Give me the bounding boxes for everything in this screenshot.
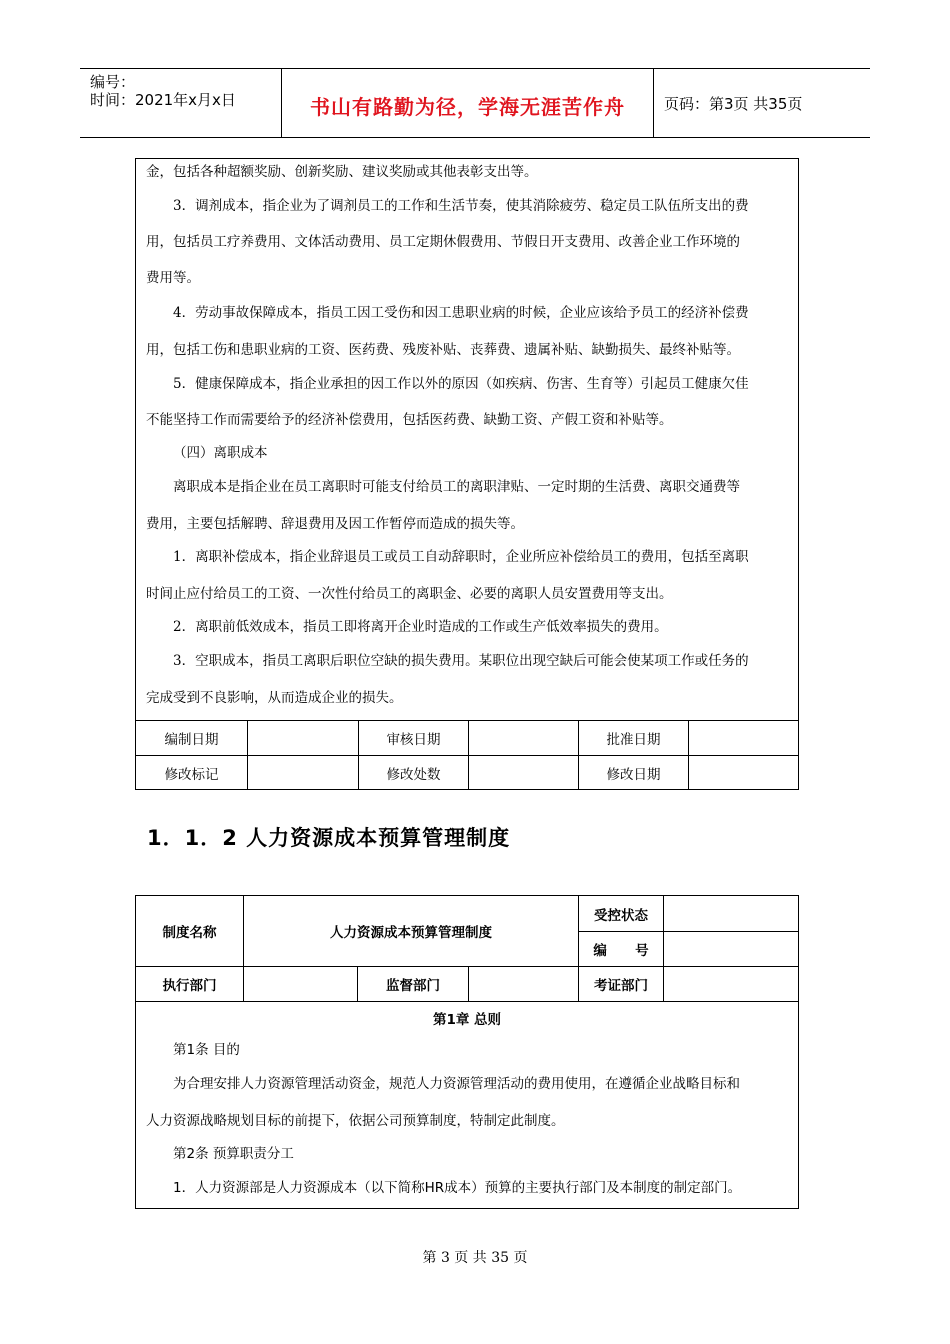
verify-dept-value: [663, 966, 798, 1001]
review-date-value: [468, 720, 578, 755]
subsection-heading: （四）离职成本: [173, 445, 268, 461]
exec-dept-value: [243, 966, 357, 1001]
revision-count-label: 修改处数: [358, 755, 468, 790]
policy-name-label: 制度名称: [162, 925, 217, 941]
section-title: 1．1．2 人力资源成本预算管理制度: [147, 826, 511, 850]
document-number-label: 编号：: [90, 73, 136, 91]
control-status-value: [663, 896, 798, 931]
revision-count-value: [468, 755, 578, 790]
policy-name-value: 人力资源成本预算管理制度: [243, 896, 578, 966]
exec-dept-label: 执行部门: [136, 966, 243, 1001]
verify-dept-label: 考证部门: [578, 966, 663, 1001]
policy-body: [136, 1001, 798, 1208]
paragraph-line: 离职成本是指企业在员工离职时可能支付给员工的离职津贴、一定时期的生活费、离职交通费等: [173, 479, 740, 495]
policy-number-value: [663, 931, 798, 966]
approval-table: [136, 720, 798, 790]
supervise-dept-label: 监督部门: [357, 966, 468, 1001]
paragraph-line: 4．劳动事故保障成本，指员工因工受伤和因工患职业病的时候，企业应该给予员工的经济补偿费: [173, 305, 749, 321]
approve-date-label: 批准日期: [578, 720, 688, 755]
paragraph-line: 用，包括工伤和患职业病的工资、医药费、残废补贴、丧葬费、遗属补贴、缺勤损失、最终补贴等。: [146, 342, 740, 358]
document-time-label: 时间：2021年x月x日: [90, 91, 236, 109]
revision-mark-label: 修改标记: [136, 755, 247, 790]
header-motto: 书山有路勤为径，学海无涯苦作舟: [282, 69, 654, 137]
page-header: [80, 68, 870, 138]
supervise-dept-value: [468, 966, 578, 1001]
chapter-heading: 第1章 总则: [432, 1012, 502, 1028]
paragraph-line: 1．人力资源部是人力资源成本（以下简称HR成本）预算的主要执行部门及本制度的制定部门。: [173, 1180, 742, 1196]
cost-content-text: [136, 159, 798, 720]
article-heading: 第1条 目的: [173, 1042, 240, 1058]
paragraph-line: 完成受到不良影响，从而造成企业的损失。: [146, 690, 403, 706]
compile-date-label: 编制日期: [136, 720, 247, 755]
approve-date-value: [688, 720, 798, 755]
paragraph-line: 为合理安排人力资源管理活动资金，规范人力资源管理活动的费用使用，在遵循企业战略目标和: [173, 1076, 740, 1092]
header-meta: [80, 69, 282, 137]
page-footer: 第 3 页 共 35 页: [422, 1250, 528, 1266]
revision-date-label: 修改日期: [578, 755, 688, 790]
revision-mark-value: [247, 755, 358, 790]
paragraph-line: 费用等。: [146, 270, 200, 286]
header-page-label: 页码：第3页 共35页: [664, 94, 803, 113]
control-status-label: 受控状态: [578, 896, 663, 931]
paragraph-line: 1．离职补偿成本，指企业辞退员工或员工自动辞职时，企业所应补偿给员工的费用，包括至离职: [173, 549, 749, 565]
paragraph-line: 人力资源战略规划目标的前提下，依据公司预算制度，特制定此制度。: [146, 1113, 565, 1129]
policy-box: [135, 895, 799, 1209]
paragraph-line: 时间止应付给员工的工资、一次性付给员工的离职金、必要的离职人员安置费用等支出。: [146, 586, 673, 602]
revision-date-value: [688, 755, 798, 790]
paragraph-line: 3．调剂成本，指企业为了调剂员工的工作和生活节奏，使其消除疲劳、稳定员工队伍所支出的费: [173, 198, 749, 214]
cost-content-box: [135, 158, 799, 790]
paragraph-line: 用，包括员工疗养费用、文体活动费用、员工定期休假费用、节假日开支费用、改善企业工作环境的: [146, 234, 740, 250]
review-date-label: 审核日期: [358, 720, 468, 755]
policy-number-label-text: 编 号: [593, 943, 649, 959]
paragraph-line: 2．离职前低效成本，指员工即将离开企业时造成的工作或生产低效率损失的费用。: [173, 619, 668, 635]
paragraph-line: 5．健康保障成本，指企业承担的因工作以外的原因（如疾病、伤害、生育等）引起员工健康欠佳: [173, 376, 749, 392]
paragraph-line: 费用，主要包括解聘、辞退费用及因工作暂停而造成的损失等。: [146, 516, 524, 532]
paragraph-line: 3．空职成本，指员工离职后职位空缺的损失费用。某职位出现空缺后可能会使某项工作或任务的: [173, 653, 749, 669]
compile-date-value: [247, 720, 358, 755]
paragraph-line: 金，包括各种超额奖励、创新奖励、建议奖励或其他表彰支出等。: [146, 164, 538, 180]
paragraph-line: 不能坚持工作而需要给予的经济补偿费用，包括医药费、缺勤工资、产假工资和补贴等。: [146, 412, 673, 428]
article-heading: 第2条 预算职责分工: [173, 1146, 294, 1162]
policy-number-label: [578, 931, 663, 966]
